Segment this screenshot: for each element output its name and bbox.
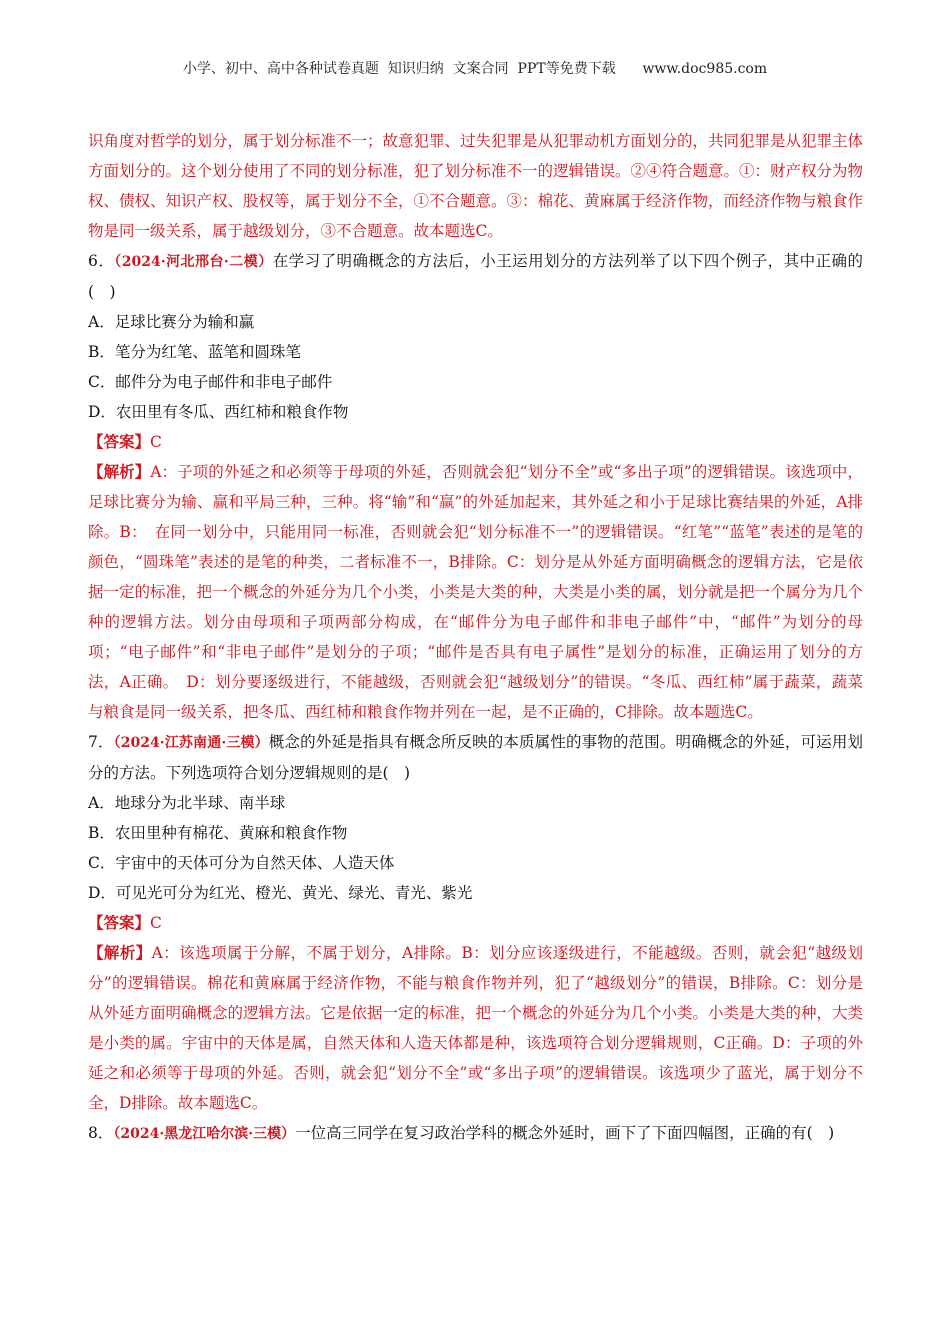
option-a: A．足球比赛分为输和赢 xyxy=(88,313,255,331)
question-source: （2024·河北邢台·二模） xyxy=(114,254,273,270)
analysis-label: 【解析】 xyxy=(88,462,151,481)
question-number: 6． xyxy=(88,252,115,270)
option-b: B．笔分为红笔、蓝笔和圆珠笔 xyxy=(88,343,301,361)
answer-label: 【答案】 xyxy=(88,432,151,451)
option-a: A．地球分为北半球、南半球 xyxy=(88,794,286,812)
question-stem: 一位高三同学在复习政治学科的概念外延时，画下了下面四幅图，正确的有( ) xyxy=(295,1124,835,1142)
answer-value: C xyxy=(150,914,162,932)
question-6 xyxy=(88,246,863,727)
question-stem: 概念的外延是指具有概念所反映的本质属性的事物的范围。明确概念的外延，可运用划分的方法。下列选项符合划分逻辑规则的是( ) xyxy=(88,733,863,782)
answer-label: 【答案】 xyxy=(88,913,151,932)
option-b: B．农田里种有棉花、黄麻和粮食作物 xyxy=(88,824,348,842)
option-d: D．可见光可分为红光、橙光、黄光、绿光、青光、紫光 xyxy=(88,884,473,902)
question-source: （2024·黑龙江哈尔滨·三模） xyxy=(113,1126,296,1142)
analysis-text: A：该选项属于分解，不属于划分，A排除。B：划分应该逐级进行，不能越级。否则，就会犯“越级划分”的逻辑错误。棉花和黄麻属于经济作物，不能与粮食作物并列，犯了“越级划分”的错误，B排除。C：划分是从外延方面明确概念的逻辑方法。它是依据一定的标准，把一个概念的外延分为几个小类。小类是大类的种，大类是小类的属。宇宙中的天体是属，自然天体和人造天体都是种，该选项符合划分逻辑规则，C正确。D：子项的外延之和必须等于母项的外延。否则，就会犯“划分不全”或“多出子项”的逻辑错误。该选项少了蓝光，属于划分不全，D排除。故本题选C。 xyxy=(88,944,864,1112)
analysis-text: A：子项的外延之和必须等于母项的外延，否则就会犯“划分不全”或“多出子项”的逻辑错误。该选项中，足球比赛分为输、赢和平局三种，三种。将“输”和“赢”的外延加起来，其外延之和小于足球比赛结果的外延，A排除。B： 在同一划分中，只能用同一标准，否则就会犯“划分标准不一”的逻辑错误。“红笔”“蓝笔”表述的是笔的颜色，“圆珠笔”表述的是笔的种类，二者标准不一，B排除。C：划分是从外延方面明确概念的逻辑方法，它是依据一定的标准，把一个概念的外延分为几个小类，小类是大类的种，大类是小类的属，划分就是把一个属分为几个种的逻辑方法。划分由母项和子项两部分构成，在“邮件分为电子邮件和非电子邮件”中，“邮件”为划分的母项；“电子邮件”和“非电子邮件”是划分的子项；“邮件是否具有电子属性”是划分的标准，正确运用了划分的方法，A正确。 D：划分要逐级进行，不能越级，否则就会犯“越级划分”的错误。“冬瓜、西红柿”属于蔬菜，蔬菜与粮食是同一级关系，把冬瓜、西红柿和粮食作物并列在一起，是不正确的，C排除。故本题选C。 xyxy=(88,463,864,721)
question-number: 8． xyxy=(88,1124,114,1142)
question-source: （2024·江苏南通·三模） xyxy=(113,735,269,751)
document-body xyxy=(88,126,863,1149)
option-d: D．农田里有冬瓜、西红柿和粮食作物 xyxy=(88,403,349,421)
answer-value: C xyxy=(150,433,162,451)
page-header: 小学、初中、高中各种试卷真题 知识归纳 文案合同 PPT等免费下载 www.doc985.com xyxy=(182,61,768,77)
option-c: C．邮件分为电子邮件和非电子邮件 xyxy=(88,373,333,391)
question-8 xyxy=(88,1118,863,1149)
previous-explanation: 识角度对哲学的划分，属于划分标准不一；故意犯罪、过失犯罪是从犯罪动机方面划分的，共同犯罪是从犯罪主体方面划分的。这个划分使用了不同的划分标准，犯了划分标准不一的逻辑错误。②④符合题意。①：财产权分为物权、债权、知识产权、股权等，属于划分不全，①不合题意。③：棉花、黄麻属于经济作物，而经济作物与粮食作物是同一级关系，属于越级划分，③不合题意。故本题选C。 xyxy=(88,132,864,240)
option-c: C．宇宙中的天体可分为自然天体、人造天体 xyxy=(88,854,395,872)
question-7 xyxy=(88,727,863,1118)
question-stem: 在学习了明确概念的方法后，小王运用划分的方法列举了以下四个例子，其中正确的( ) xyxy=(88,252,863,301)
question-number: 7． xyxy=(88,733,114,751)
analysis-label: 【解析】 xyxy=(88,943,152,962)
